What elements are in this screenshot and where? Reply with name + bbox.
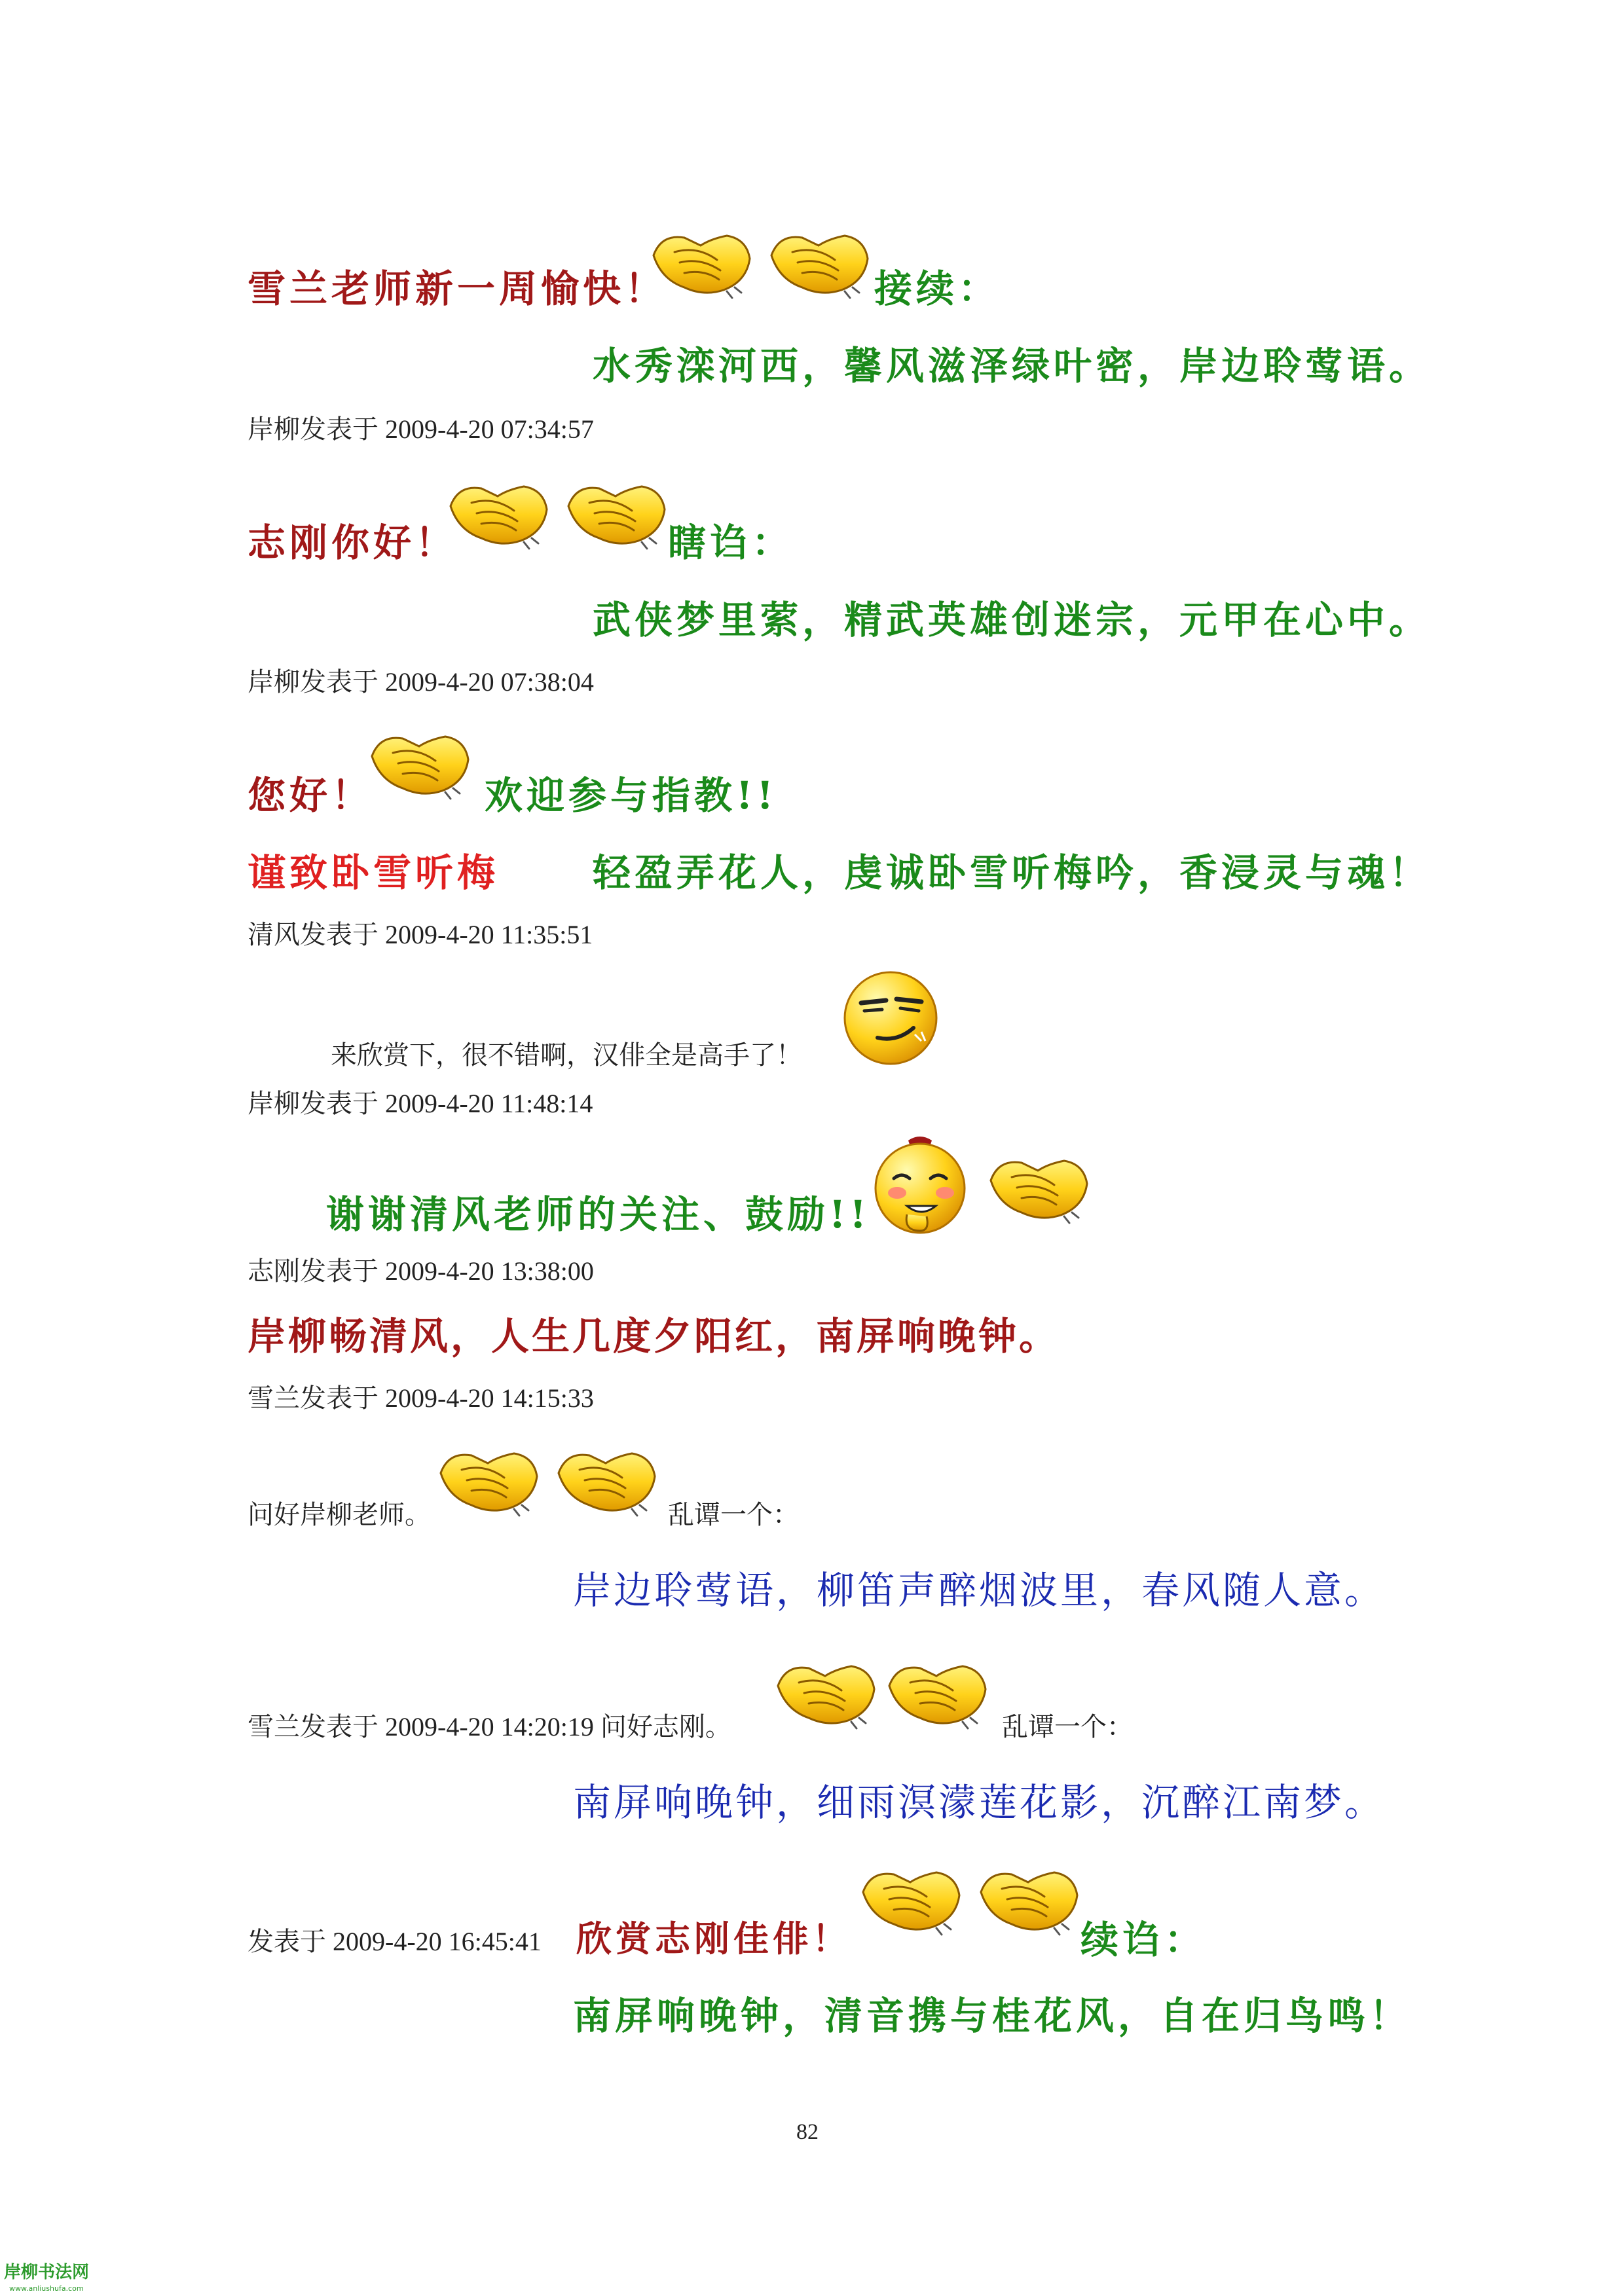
post7-text: 问好岸柳老师。 bbox=[248, 1500, 431, 1529]
post7-suffix: 乱谭一个： bbox=[668, 1500, 799, 1529]
handshake-icon bbox=[563, 470, 668, 555]
post1-poem: 水秀滦河西，馨风滋泽绿叶密，岸边聆莺语。 bbox=[593, 344, 1431, 388]
post5-meta: 志刚发表于 2009-4-20 13:38:00 bbox=[248, 1256, 594, 1286]
post9-poem: 南屏响晚钟，清音携与桂花风，自在归鸟鸣！ bbox=[573, 1994, 1412, 2038]
post3-label: 谨致卧雪听梅 bbox=[248, 850, 500, 895]
handshake-icon bbox=[648, 219, 753, 304]
post2-meta: 岸柳发表于 2009-4-20 07:38:04 bbox=[248, 667, 594, 697]
footer-url: www.anliushufa.com bbox=[9, 2284, 84, 2293]
handshake-icon bbox=[986, 1144, 1090, 1230]
handshake-icon bbox=[553, 1437, 658, 1522]
post3-meta: 清风发表于 2009-4-20 11:35:51 bbox=[248, 920, 593, 949]
handshake-icon bbox=[858, 1856, 963, 1941]
post4-meta: 岸柳发表于 2009-4-20 11:48:14 bbox=[248, 1089, 593, 1118]
post1-meta: 岸柳发表于 2009-4-20 07:34:57 bbox=[248, 414, 594, 444]
handshake-icon bbox=[976, 1856, 1080, 1941]
post6-meta: 雪兰发表于 2009-4-20 14:15:33 bbox=[248, 1383, 594, 1413]
post3-suffix: 欢迎参与指教!! bbox=[485, 773, 777, 818]
post9-meta: 发表于 2009-4-20 16:45:41 bbox=[248, 1927, 542, 1956]
post1-greeting: 雪兰老师新一周愉快！ bbox=[248, 266, 667, 311]
post2-greeting: 志刚你好！ bbox=[248, 520, 458, 565]
handshake-icon bbox=[884, 1650, 989, 1735]
post1-suffix: 接续： bbox=[874, 266, 1001, 311]
handshake-icon bbox=[367, 720, 471, 805]
page-number: 82 bbox=[796, 2120, 819, 2144]
post9-greeting: 欣赏志刚佳俳！ bbox=[576, 1918, 851, 1959]
post3-poem: 轻盈弄花人，虔诚卧雪听梅吟，香浸灵与魂！ bbox=[593, 850, 1431, 895]
handshake-icon bbox=[766, 219, 871, 304]
handshake-icon bbox=[773, 1650, 877, 1735]
smirk-smiley-icon bbox=[841, 969, 940, 1067]
post6-poem: 岸柳畅清风，人生几度夕阳红，南屏响晚钟。 bbox=[248, 1314, 1060, 1358]
post8-suffix: 乱谭一个： bbox=[1002, 1712, 1133, 1741]
handshake-icon bbox=[435, 1437, 540, 1522]
shy-smiley-icon bbox=[868, 1133, 972, 1237]
post8-meta: 雪兰发表于 2009-4-20 14:20:19 问好志刚。 bbox=[248, 1712, 731, 1741]
post2-suffix: 瞎诌： bbox=[668, 520, 794, 565]
footer-logo: 岸柳书法网 bbox=[4, 2263, 90, 2282]
post9-suffix: 续诌： bbox=[1080, 1918, 1207, 1962]
post2-poem: 武侠梦里萦，精武英雄创迷宗，元甲在心中。 bbox=[593, 598, 1431, 642]
post3-greeting: 您好！ bbox=[248, 773, 374, 818]
handshake-icon bbox=[445, 470, 550, 555]
post8-poem: 南屏响晚钟，细雨溟濛莲花影，沉醉江南梦。 bbox=[573, 1780, 1386, 1825]
post5-text: 谢谢清风老师的关注、鼓励!! bbox=[326, 1192, 870, 1237]
post4-text: 来欣赏下，很不错啊，汉俳全是高手了！ bbox=[331, 1040, 802, 1070]
post7-poem: 岸边聆莺语，柳笛声醉烟波里，春风随人意。 bbox=[573, 1568, 1386, 1613]
